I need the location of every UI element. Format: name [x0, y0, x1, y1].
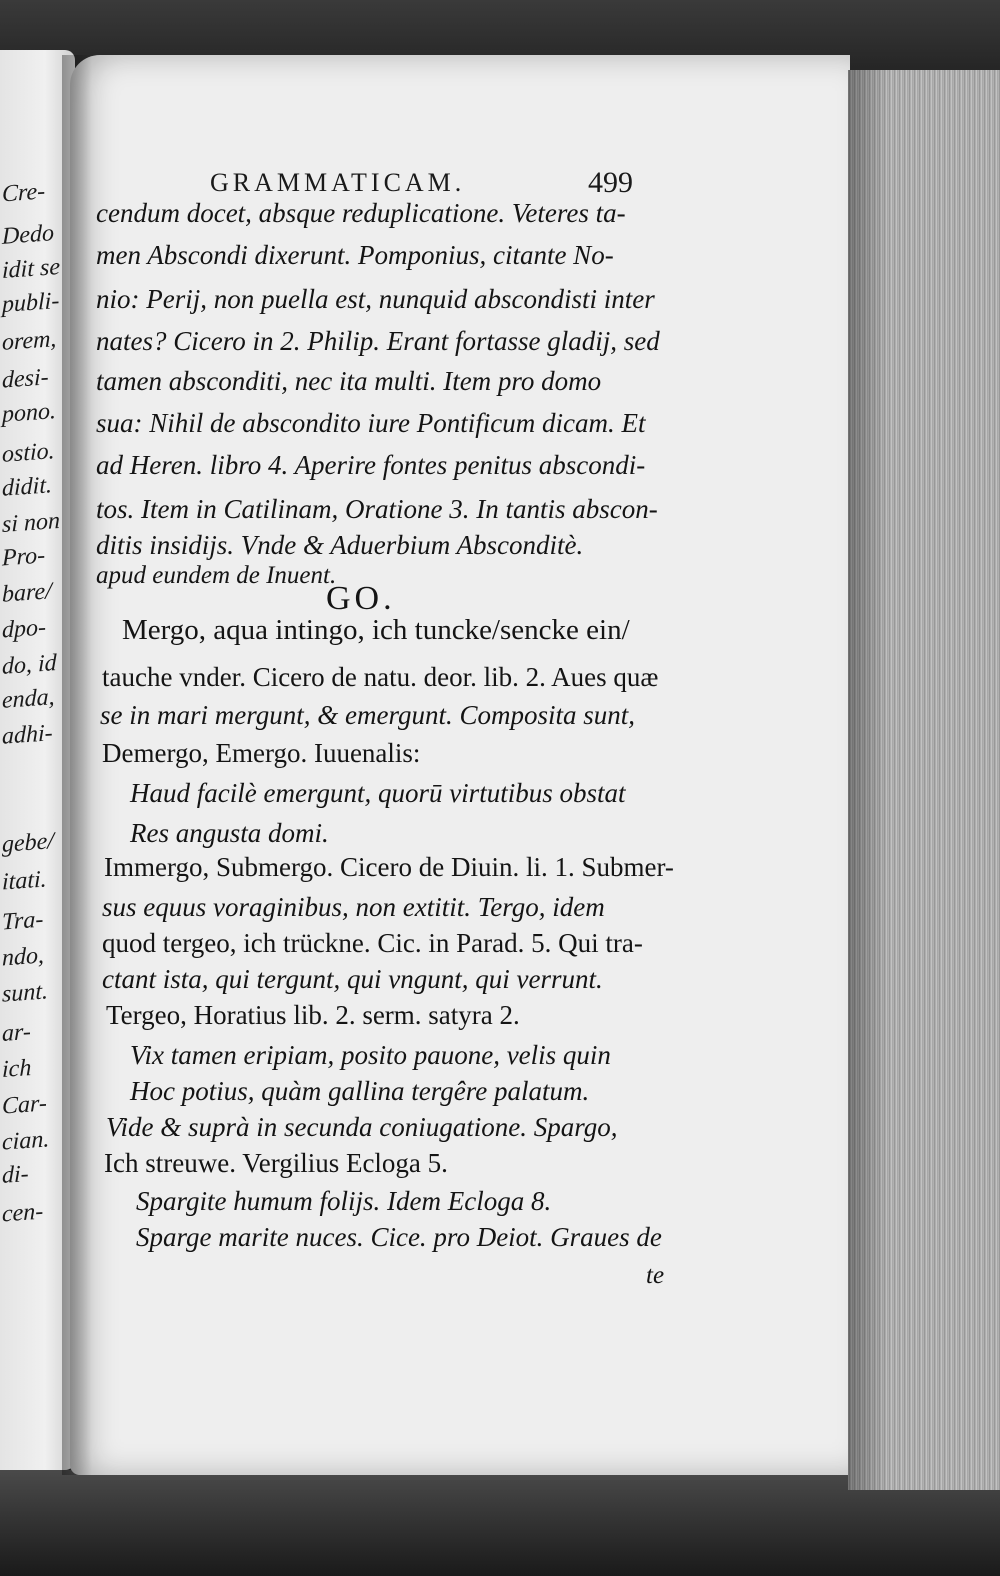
text-line: Ich streuwe. Vergilius Ecloga 5.: [104, 1148, 448, 1178]
left-page-fragment: Car-: [2, 1090, 47, 1120]
text-line: ditis insidijs. Vnde & Aduerbium Absconditè.: [96, 530, 584, 560]
left-page-fragment: ndo,: [2, 942, 44, 972]
left-page-fragment: ar-: [2, 1018, 31, 1048]
text-line: te: [646, 1262, 665, 1289]
text-line: Demergo, Emergo. Iuuenalis:: [102, 738, 421, 768]
text-line: Vix tamen eripiam, posito pauone, velis quin: [130, 1040, 611, 1070]
text-line: sua: Nihil de abscondito iure Pontificum dicam. Et: [96, 408, 646, 438]
left-page-fragment: Dedo: [2, 220, 54, 250]
text-line: tamen absconditi, nec ita multi. Item pro domo: [96, 366, 602, 396]
running-head: GRAMMATICAM.: [210, 168, 466, 197]
page-edges-shadow: [848, 70, 888, 1490]
page-number: 499: [588, 166, 633, 199]
text-line: tos. Item in Catilinam, Oratione 3. In tantis abscon-: [96, 494, 658, 524]
text-line: tauche vnder. Cicero de natu. deor. lib. 2. Aues quæ: [102, 662, 659, 692]
left-page-fragment: dpo-: [2, 614, 46, 644]
left-page-fragment: pono.: [2, 398, 56, 428]
left-page-fragment: ostio.: [2, 438, 55, 468]
text-line: nio: Perij, non puella est, nunquid abscondisti inter: [96, 284, 655, 314]
text-line: sus equus voraginibus, non extitit. Tergo, idem: [102, 892, 605, 922]
left-page-fragment: enda,: [2, 684, 55, 714]
text-line: Vide & suprà in secunda coniugatione. Spargo,: [106, 1112, 618, 1142]
text-line: quod tergeo, ich trückne. Cic. in Parad. 5. Qui tra-: [102, 928, 643, 958]
text-line: Sparge marite nuces. Cice. pro Deiot. Graues de: [136, 1222, 662, 1252]
left-page-fragment: adhi-: [2, 720, 53, 750]
left-page-fragment: si non: [2, 507, 61, 539]
left-page-fragment: sunt.: [2, 978, 49, 1008]
left-page-fragment: idit se: [2, 253, 60, 285]
text-line: nates? Cicero in 2. Philip. Erant fortasse gladij, sed: [96, 326, 660, 356]
left-page-fragment: ich: [2, 1054, 32, 1084]
left-page-fragment: Pro-: [2, 542, 46, 572]
text-line: Tergeo, Horatius lib. 2. serm. satyra 2.: [106, 1000, 520, 1030]
text-line: Hoc potius, quàm gallina tergêre palatum.: [130, 1076, 590, 1106]
text-line: cendum docet, absque reduplicatione. Veteres ta-: [96, 198, 626, 228]
text-line: Spargite humum folijs. Idem Ecloga 8.: [136, 1186, 552, 1216]
left-page-fragment: didit.: [2, 472, 53, 502]
text-line: ad Heren. libro 4. Aperire fontes penitus abscondi-: [96, 450, 646, 480]
text-line: men Abscondi dixerunt. Pomponius, citante No-: [96, 240, 614, 270]
left-page-fragment: Cre-: [2, 178, 46, 208]
left-page-fragment: gebe/: [2, 828, 54, 858]
text-line: ctant ista, qui tergunt, qui vngunt, qui verrunt.: [102, 964, 603, 994]
left-page-fragment: cian.: [2, 1126, 50, 1156]
text-line: apud eundem de Inuent.: [96, 562, 337, 589]
text-line: Mergo, aqua intingo, ich tuncke/sencke ein/: [122, 614, 630, 646]
left-page-fragment: orem,: [2, 326, 57, 356]
text-line: Res angusta domi.: [130, 818, 329, 848]
left-page-fragment: itati.: [2, 866, 47, 896]
left-page-fragment: desi-: [2, 364, 49, 394]
left-page-fragment: cen-: [2, 1198, 44, 1228]
page-gutter-shadow: [62, 55, 92, 1475]
left-page-fragment: bare/: [2, 578, 52, 608]
left-page-fragment: di-: [2, 1161, 29, 1189]
section-heading: GO.: [326, 580, 396, 617]
left-page-fragment: publi-: [2, 287, 60, 319]
left-page-fragment: Tra-: [2, 906, 44, 936]
text-line: Immergo, Submergo. Cicero de Diuin. li. 1. Submer-: [104, 852, 674, 882]
text-line: Haud facilè emergunt, quorū virtutibus obstat: [130, 778, 626, 808]
text-line: se in mari mergunt, & emergunt. Composita sunt,: [100, 700, 635, 730]
left-page-fragment: do, id: [2, 650, 57, 680]
